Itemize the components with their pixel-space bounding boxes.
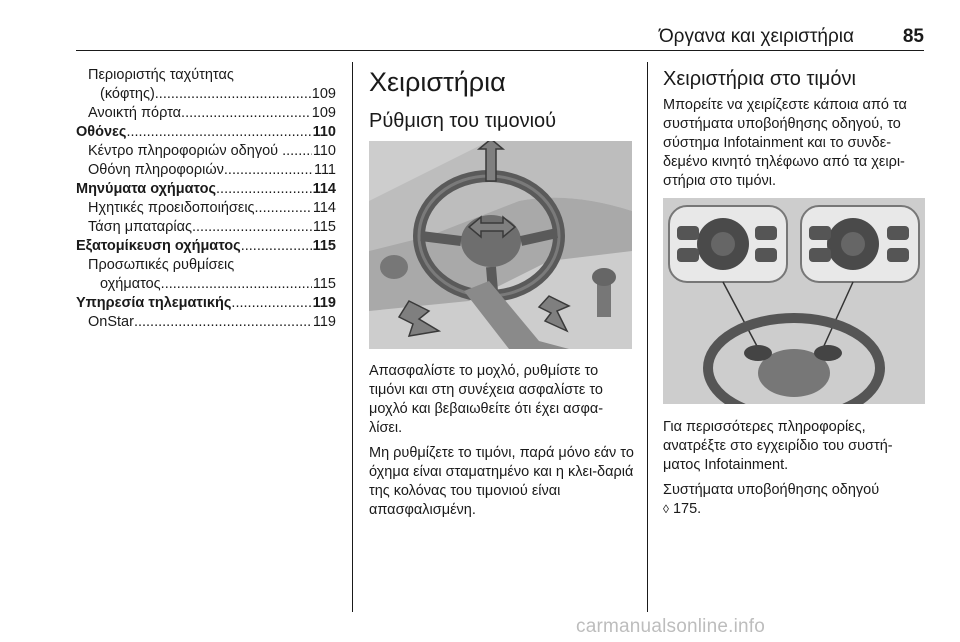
toc-label: Μηνύματα οχήματος <box>76 181 217 197</box>
right-column <box>663 66 927 197</box>
toc-page-number: 119 <box>312 314 336 330</box>
toc-item[interactable] <box>76 104 336 123</box>
toc-leader-dots <box>161 275 312 294</box>
column-divider-right <box>647 62 648 612</box>
cross-reference <box>663 500 927 519</box>
subsection-heading: Ρύθμιση του τιμονιού <box>369 110 557 132</box>
header-rule <box>76 50 924 51</box>
toc-item[interactable] <box>76 218 336 237</box>
page-number: 85 <box>902 26 924 47</box>
toc-page-number: 115 <box>312 219 336 235</box>
toc-page-number: 110 <box>312 143 336 159</box>
paragraph: Συστήματα υποβοήθησης οδηγού <box>663 482 880 498</box>
steering-adjustment-text <box>369 362 635 526</box>
toc-label: (κόφτης) <box>100 86 155 102</box>
toc-item[interactable] <box>76 161 336 180</box>
toc-section-heading[interactable] <box>76 294 336 313</box>
steering-wheel-controls-illustration <box>663 198 925 404</box>
toc-leader-dots <box>224 161 313 180</box>
toc-section-heading[interactable] <box>76 123 336 142</box>
toc-page-number: 111 <box>313 162 336 178</box>
toc-item[interactable] <box>76 142 336 161</box>
toc-page-number: 114 <box>312 200 336 216</box>
toc-label: Οθόνη πληροφοριών <box>88 162 224 178</box>
cross-reference-icon: ◊ <box>663 502 669 516</box>
paragraph: Απασφαλίστε το μοχλό, ρυθμίστε το τιμόνι και στη συνέχεια ασφαλίστε το μοχλό και βεβαιωθείτε ότι έχει ασφα-λίσει. <box>369 363 604 436</box>
toc-label: Οθόνες <box>76 124 127 140</box>
toc-item[interactable]: Προσωπικές ρυθμίσεις <box>88 257 235 273</box>
toc-label: OnStar <box>88 314 134 330</box>
toc-page-number: 109 <box>311 86 336 102</box>
toc-leader-dots <box>216 180 312 199</box>
paragraph: Για περισσότερες πληροφορίες, ανατρέξτε στο εγχειρίδιο του συστή-ματος Infotainment. <box>663 419 893 473</box>
toc-item[interactable] <box>76 275 336 294</box>
toc-item[interactable] <box>76 199 336 218</box>
toc-leader-dots <box>192 218 312 237</box>
column-divider-left <box>352 62 353 612</box>
toc-item[interactable]: Περιοριστής ταχύτητας <box>88 67 234 83</box>
toc-leader-dots <box>126 123 311 142</box>
toc-page-number: 115 <box>312 238 336 254</box>
cross-reference-page[interactable]: 175. <box>672 501 702 517</box>
toc-leader-dots <box>241 237 312 256</box>
section-heading: Χειριστήρια <box>369 67 506 97</box>
page-header <box>76 26 924 50</box>
toc-page-number: 110 <box>312 124 336 140</box>
toc-leader-dots <box>181 104 311 123</box>
toc-label: Κέντρο πληροφοριών οδηγού . <box>88 143 287 159</box>
toc-label: οχήματος <box>100 276 161 292</box>
paragraph: Μπορείτε να χειρίζεστε κάποια από τα συστήματα υποβοήθησης οδηγού, το σύστημα Infotainment και το συνδε-δεμένο κινητό τηλέφωνο από τα χειρι-στήρια στο τιμόνι. <box>663 97 907 189</box>
toc-leader-dots <box>155 85 311 104</box>
steering-adjustment-illustration <box>369 141 632 349</box>
toc-label: Ανοικτή πόρτα <box>88 105 182 121</box>
toc-leader-dots <box>255 199 312 218</box>
toc-page-number: 115 <box>312 276 336 292</box>
subsection-heading: Χειριστήρια στο τιμόνι <box>663 68 856 90</box>
toc-section-heading[interactable] <box>76 237 336 256</box>
toc-page-number: 119 <box>312 295 336 311</box>
toc-leader-dots <box>286 142 312 161</box>
watermark: carmanualsonline.info <box>576 616 766 637</box>
table-of-contents <box>76 66 336 332</box>
toc-label: Υπηρεσία τηλεματικής <box>76 295 232 311</box>
toc-label: Τάση μπαταρίας <box>88 219 192 235</box>
toc-leader-dots <box>231 294 311 313</box>
middle-column <box>369 66 635 134</box>
toc-label: Ηχητικές προειδοποιήσεις <box>88 200 255 216</box>
right-column-text <box>663 418 927 525</box>
toc-label: Εξατομίκευση οχήματος <box>76 238 241 254</box>
toc-page-number: 114 <box>312 181 336 197</box>
header-title: Όργανα και χειριστήρια <box>658 26 854 47</box>
toc-page-number: 109 <box>311 105 336 121</box>
toc-section-heading[interactable] <box>76 180 336 199</box>
toc-item[interactable] <box>76 313 336 332</box>
toc-leader-dots <box>134 313 312 332</box>
paragraph: Μη ρυθμίζετε το τιμόνι, παρά μόνο εάν το όχημα είναι σταματημένο και η κλει-δαριά της κολόνας του τιμονιού είναι απασφαλισμένη. <box>369 445 634 518</box>
toc-item[interactable] <box>76 85 336 104</box>
